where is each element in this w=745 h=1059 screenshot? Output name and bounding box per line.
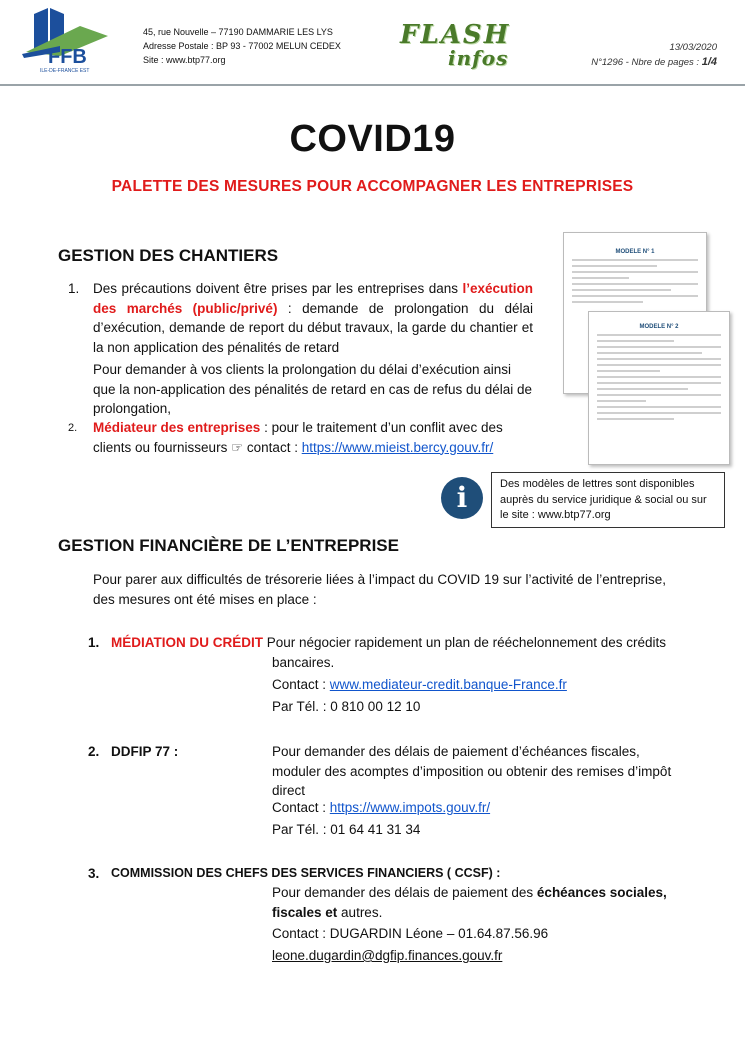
ccsf-contact: Contact : DUGARDIN Léone – 01.64.87.56.96 [272,926,549,941]
model-2-title: MODELE N° 2 [639,324,679,330]
address-line-2: Adresse Postale : BP 93 - 77002 MELUN CEDEX [143,41,341,51]
list-number: 3. [88,866,100,881]
ffb-logo [20,6,110,76]
contact-label: Contact : [272,800,330,815]
page-subtitle: PALETTE DES MESURES POUR ACCOMPAGNER LES ENTREPRISES [111,178,634,195]
flash-infos-logo [400,20,530,72]
ccsf-desc [272,883,682,922]
mediation-credit-desc-2: bancaires. [272,655,335,670]
mieist-link[interactable]: https://www.mieist.bercy.gouv.fr/ [301,439,494,455]
ccsf-desc-end: autres. [337,904,383,920]
section-heading-financiere: GESTION FINANCIÈRE DE L’ENTREPRISE [58,536,399,555]
contact-label: Contact : [272,677,330,692]
list-number: 2. [88,744,100,759]
ccsf-desc-start: Pour demander des délais de paiement des [272,885,537,900]
impots-link[interactable]: https://www.impots.gouv.fr/ [329,800,491,815]
flash-word: FLASH [400,20,511,50]
ccsf-email-link[interactable]: leone.dugardin@dgfip.finances.gouv.fr [272,948,503,963]
ccsf-label: COMMISSION DES CHEFS DES SERVICES FINANCIERS ( CCSF) : [111,866,501,880]
chantiers-item-1-para2: Pour demander à vos clients la prolongation du délai d’exécution ainsi que la non-application des pénalités de retard en cas de refus du délai de prolongation, [93,362,533,416]
logo-subtext: ILE-DE-FRANCE EST [40,68,90,74]
page-title: COVID19 [289,118,456,160]
list-number: 1. [68,281,80,296]
mediation-credit-contact [272,675,567,695]
chantiers-item-1 [93,279,533,357]
ddfip-label: DDFIP 77 : [111,744,179,759]
chantiers-item-2 [93,418,533,457]
logo-text: FFB [48,46,87,68]
item1-highlight: l’exécution des marchés (public/privé) [93,281,533,316]
site-line: Site : www.btp77.org [143,55,226,65]
infos-word: infos [448,46,509,70]
mediation-credit-item [111,633,681,653]
item2-highlight: Médiateur des entreprises [93,420,261,435]
mediation-credit-label: MÉDIATION DU CRÉDIT [111,635,263,650]
info-box: Des modèles de lettres sont disponibles auprès du service juridique & social ou sur le site : www.btp77.org [491,472,725,528]
item2-text: : pour le traitement d’un conflit avec des clients ou fournisseurs ☞ contact : [93,420,503,455]
page-count: 1/4 [701,56,717,68]
financiere-intro: Pour parer aux difficultés de trésorerie liées à l’impact du COVID 19 sur l’activité de l’entreprise, des mesures ont été mises en place : [93,572,666,607]
ddfip-desc: Pour demander des délais de paiement d’échéances fiscales, moduler des acomptes d’imposition ou obtenir des remises d’impôt direct [272,744,672,798]
model-1-title: MODELE N° 1 [615,249,655,255]
issue-date: 13/03/2020 [669,42,717,53]
issue-number: N°1296 - Nbre de pages : [591,57,702,68]
issue-info [591,40,717,70]
list-number: 1. [88,635,100,650]
info-icon: i [441,477,483,519]
item1-intro: Des précautions doivent être prises par les entreprises dans [93,281,459,296]
ddfip-contact [272,798,490,818]
address-line-1: 45, rue Nouvelle – 77190 DAMMARIE LES LYS [143,27,333,37]
header-address [143,25,341,67]
mediation-credit-tel: Par Tél. : 0 810 00 12 10 [272,699,421,714]
item1-text: : demande de prolongation du délai d’exécution, demande de report du début travaux, la garde du chantier et la non application des pénalités de retard [93,300,533,355]
header-divider [0,84,745,86]
model-letter-2-thumbnail [588,311,730,465]
ddfip-tel: Par Tél. : 01 64 41 31 34 [272,822,421,837]
mediateur-credit-link[interactable]: www.mediateur-credit.banque-France.fr [329,677,567,692]
ccsf-desc-bold: échéances sociales, fiscales et [272,885,667,920]
section-heading-chantiers: GESTION DES CHANTIERS [58,246,279,265]
mediation-credit-desc: Pour négocier rapidement un plan de rééchelonnement des crédits [263,635,667,650]
list-number: 2. [68,422,78,434]
